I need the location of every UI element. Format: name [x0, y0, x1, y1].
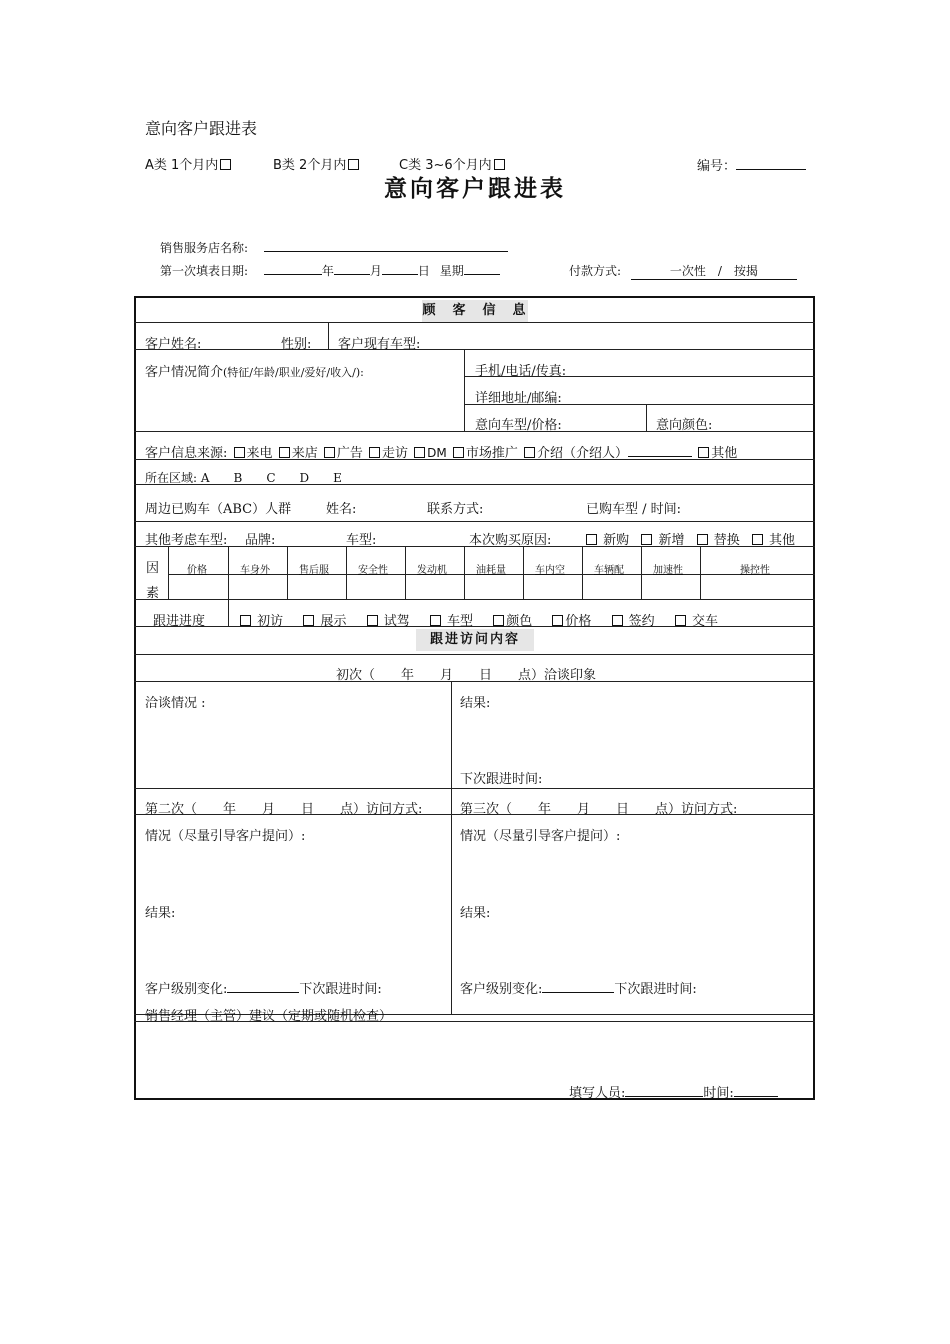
third-level-row [460, 978, 697, 997]
progress-label: 跟进进度 [153, 614, 206, 629]
divider [134, 431, 815, 432]
divider [582, 546, 583, 599]
divider [134, 788, 815, 789]
progress-checkbox[interactable] [552, 615, 563, 626]
progress-checkbox[interactable] [612, 615, 623, 626]
progress-model: 车型 [447, 614, 474, 629]
divider [641, 546, 642, 599]
day-label: 日 [417, 264, 430, 278]
source-checkbox[interactable] [324, 447, 335, 458]
third-next-followup-label: 下次跟进时间: [614, 982, 697, 997]
first-next-followup-label: 下次跟进时间: [460, 772, 543, 787]
store-field[interactable] [264, 239, 508, 252]
class-c-label: C类 3~6个月内 [399, 158, 492, 173]
first-visit-label: 初次（ 年 月 日 点）洽谈印象 [336, 668, 597, 683]
factor-exterior: 车身外 [240, 565, 270, 576]
store-name-row [160, 239, 508, 256]
source-checkbox[interactable] [414, 447, 425, 458]
reason-checkbox[interactable] [641, 534, 652, 545]
divider [646, 404, 647, 431]
source-phone: 来电 [246, 446, 273, 461]
day-field[interactable] [382, 262, 418, 275]
source-checkbox[interactable] [524, 447, 535, 458]
model-label: 车型: [346, 533, 377, 548]
divider [134, 484, 815, 485]
divider [134, 1021, 815, 1022]
second-visit-label: 第二次（ 年 月 日 点）访问方式: [145, 802, 423, 817]
progress-checkbox[interactable] [303, 615, 314, 626]
reason-other: 其他 [769, 533, 796, 548]
first-date-row [160, 262, 500, 279]
divider [405, 546, 406, 599]
negotiation-label: 洽谈情况 : [145, 696, 206, 711]
reason-checkbox[interactable] [752, 534, 763, 545]
divider [134, 546, 815, 547]
profile-label [145, 361, 364, 380]
source-checkbox[interactable] [369, 447, 380, 458]
progress-checkbox[interactable] [493, 615, 504, 626]
third-level-field[interactable] [542, 980, 614, 993]
progress-first-visit: 初访 [257, 614, 284, 629]
third-result-label: 结果: [460, 906, 491, 921]
second-level-row [145, 978, 382, 997]
source-other: 其他 [711, 446, 738, 461]
reason-new: 新购 [603, 533, 630, 548]
serial-field[interactable] [736, 157, 806, 170]
second-next-followup-label: 下次跟进时间: [299, 982, 382, 997]
nearby-car-time-label: 已购车型 / 时间: [586, 502, 682, 517]
source-referral: 介绍（介绍人） [537, 446, 629, 461]
progress-color: 颜色 [506, 614, 533, 629]
divider [464, 349, 465, 431]
first-date-label: 第一次填表日期: [160, 264, 249, 278]
divider [464, 376, 815, 377]
weekday-label: 星期 [439, 264, 464, 278]
divider [328, 322, 329, 349]
other-models-label: 其他考虑车型: [145, 533, 228, 548]
intended-color-label: 意向颜色: [656, 418, 713, 433]
progress-checkbox[interactable] [430, 615, 441, 626]
source-promotion: 市场推广 [465, 446, 518, 461]
payment-row [569, 262, 797, 280]
divider [451, 681, 452, 1014]
third-visit-label: 第三次（ 年 月 日 点）访问方式: [460, 802, 738, 817]
divider [464, 404, 815, 405]
month-label: 月 [369, 264, 382, 278]
class-c-checkbox[interactable] [494, 159, 505, 170]
current-car-label: 客户现有车型: [338, 337, 421, 352]
second-level-field[interactable] [227, 980, 299, 993]
store-label: 销售服务店名称: [160, 241, 249, 255]
year-field[interactable] [264, 262, 322, 275]
profile-title: 客户情况简介 [145, 365, 224, 380]
payment-label: 付款方式: [569, 264, 622, 278]
factor-price: 价格 [187, 565, 207, 576]
phone-label: 手机/电话/传真: [475, 364, 567, 379]
customer-name-label: 客户姓名: [145, 337, 202, 352]
divider [346, 546, 347, 599]
gender-label: 性别: [281, 337, 312, 352]
reason-additional: 新增 [658, 533, 685, 548]
progress-display: 展示 [320, 614, 347, 629]
factor-safety: 安全性 [358, 565, 388, 576]
filled-by-label: 填写人员: [569, 1086, 626, 1101]
progress-price: 价格 [565, 614, 592, 629]
source-ad: 广告 [336, 446, 363, 461]
progress-checkbox[interactable] [675, 615, 686, 626]
factor-fuel: 油耗量 [476, 565, 506, 576]
class-a-label: A类 1个月内 [145, 158, 219, 173]
document-label: 意向客户跟进表 [145, 119, 258, 138]
divider [134, 349, 815, 350]
signature-row [569, 1082, 778, 1101]
first-result-label: 结果: [460, 696, 491, 711]
filled-by-field[interactable] [625, 1084, 703, 1097]
divider [134, 521, 815, 522]
source-field-visit: 走访 [382, 446, 409, 461]
source-checkbox[interactable] [453, 447, 464, 458]
divider [228, 599, 229, 626]
third-situation-label: 情况（尽量引导客户提问）: [460, 829, 621, 844]
progress-delivery: 交车 [691, 614, 718, 629]
divider [134, 814, 815, 815]
factor-label-1: 因 [146, 561, 160, 576]
time-label: 时间: [703, 1086, 734, 1101]
divider [134, 654, 815, 655]
address-label: 详细地址/邮编: [475, 391, 562, 406]
source-visit-store: 来店 [291, 446, 318, 461]
nearby-contact-label: 联系方式: [427, 502, 484, 517]
payment-options[interactable]: 一次性 / 按揭 [631, 262, 797, 280]
nearby-buyers-label: 周边已购车（ABC）人群 [145, 502, 292, 517]
visit-content-header: 跟进访问内容 [416, 629, 534, 651]
profile-hint: (特征/年龄/职业/爱好/收入/): [223, 366, 364, 379]
divider [464, 546, 465, 599]
month-field[interactable] [334, 262, 370, 275]
second-level-label: 客户级别变化: [145, 982, 228, 997]
weekday-field[interactable] [464, 262, 500, 275]
referrer-field[interactable] [628, 444, 692, 457]
year-label: 年 [321, 264, 334, 278]
divider [134, 626, 815, 627]
class-b-label: B类 2个月内 [273, 158, 347, 173]
region-row: 所在区域: A B C D E [145, 471, 342, 485]
intended-model-label: 意向车型/价格: [475, 418, 562, 433]
source-label: 客户信息来源: [145, 446, 228, 461]
progress-checkbox[interactable] [367, 615, 378, 626]
reason-checkbox[interactable] [697, 534, 708, 545]
source-dm: DM [427, 446, 447, 460]
second-situation-label: 情况（尽量引导客户提问）: [145, 829, 306, 844]
source-checkbox[interactable] [698, 447, 709, 458]
factor-label-2: 素 [146, 586, 160, 601]
progress-test-drive: 试驾 [383, 614, 410, 629]
manager-advice-label: 销售经理（主管）建议（定期或随机检查） [145, 1009, 393, 1024]
divider [134, 681, 815, 682]
class-b-checkbox[interactable] [348, 159, 359, 170]
divider [523, 546, 524, 599]
third-level-label: 客户级别变化: [460, 982, 543, 997]
second-result-label: 结果: [145, 906, 176, 921]
customer-info-header: 顾 客 信 息 [422, 300, 528, 322]
factor-service: 售后服 [299, 565, 329, 576]
divider [134, 322, 815, 323]
serial-label: 编号： [697, 159, 737, 174]
factor-acceleration: 加速性 [653, 565, 683, 576]
source-checkbox[interactable] [234, 447, 245, 458]
factor-interior: 车内空 [535, 565, 565, 576]
divider [287, 546, 288, 599]
time-field[interactable] [734, 1084, 778, 1097]
progress-checkbox[interactable] [240, 615, 251, 626]
factor-equipment: 车辆配 [594, 565, 624, 576]
source-checkbox[interactable] [279, 447, 290, 458]
nearby-name-label: 姓名: [326, 502, 357, 517]
divider [700, 546, 701, 599]
reason-checkbox[interactable] [586, 534, 597, 545]
factor-handling: 操控性 [740, 565, 770, 576]
factor-engine: 发动机 [417, 565, 447, 576]
reason-replace: 替换 [713, 533, 740, 548]
main-title: 意向客户跟进表 [384, 175, 566, 202]
divider [168, 546, 169, 599]
progress-sign: 签约 [628, 614, 655, 629]
divider [134, 599, 815, 600]
class-a-checkbox[interactable] [220, 159, 231, 170]
divider [228, 546, 229, 599]
divider [134, 459, 815, 460]
brand-label: 品牌: [245, 533, 276, 548]
reason-label: 本次购买原因: [469, 533, 552, 548]
